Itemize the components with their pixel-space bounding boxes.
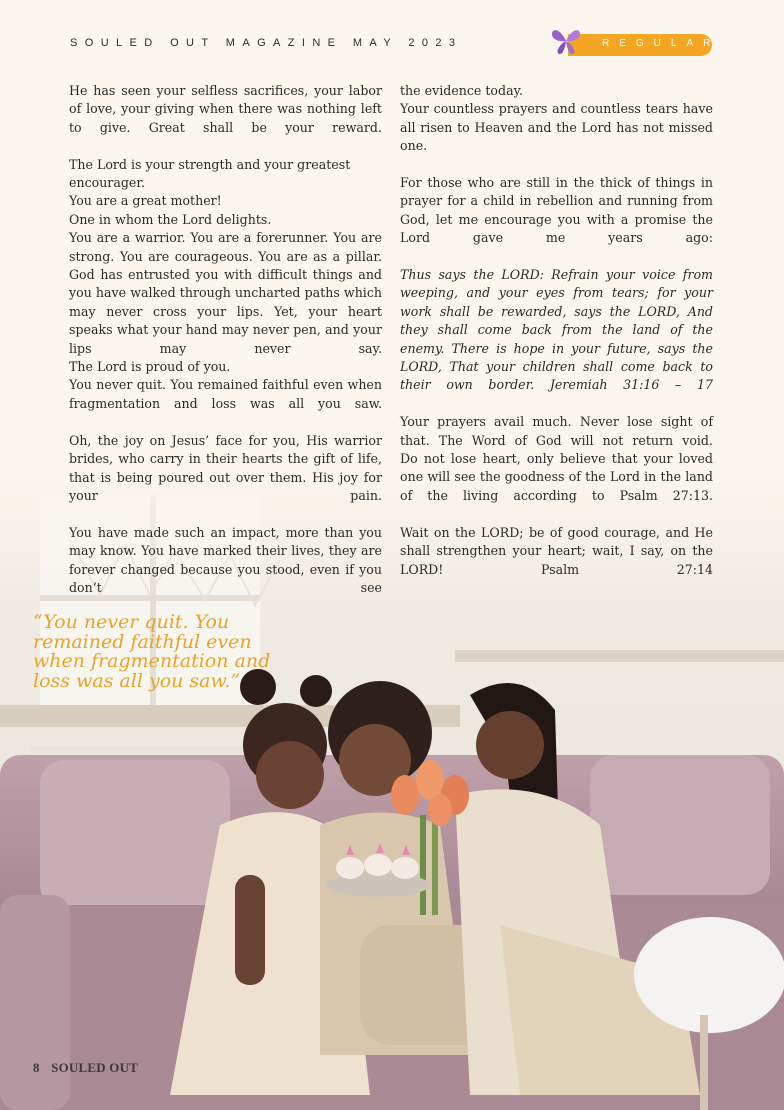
paragraph: He has seen your selfless sacrifices, your labor of love, your giving when there was nothing left to give. Great shall be your reward. [69,83,382,135]
paragraph: One in whom the Lord delights. [69,211,272,227]
page-footer [33,1060,146,1076]
publication-name: SOULED OUT [51,1060,139,1075]
right-column [400,82,713,579]
paragraph: You are a great mother! [69,193,222,209]
paragraph: Wait on the LORD; be of good courage, and He shall strengthen your heart; wait, I say, on the LORD! Psalm 27:14 [400,524,713,577]
section-badge [568,34,721,56]
paragraph: For those who are still in the thick of things in prayer for a child in rebellion and running from God, let me encourage you with a promise the Lord gave me years ago: [400,175,713,246]
paragraph: Oh, the joy on Jesus’ face for you, His warrior brides, who carry in their hearts the gift of life, that is being poured out over them. His joy for your pain. [69,432,382,503]
paragraph: Your prayers avail much. Never lose sight of that. The Word of God will not return void. [400,414,713,448]
section-label: REGULAR [602,38,721,49]
paragraph: You are a warrior. You are a forerunner. You are strong. You are courageous. You are as a pillar. God has entrusted you with difficult things and you have walked through uncharted paths which may never cross your lips. Yet, your heart speaks what your hand may never pen, and your lips may never say. [69,230,382,356]
paragraph: You have made such an impact, more than you may know. You have marked their lives, they are forever changed because you stood, even if you don’t see [69,524,382,595]
page-number: 8 [33,1060,40,1075]
magazine-header: SOULED OUT MAGAZINE MAY 2023 [70,37,463,49]
butterfly-icon [550,26,582,56]
left-column [69,82,382,597]
paragraph: You never quit. You remained faithful even when fragmentation and loss was all you saw. [69,377,382,411]
paragraph: Do not lose heart, only believe that your loved one will see the goodness of the Lord in the land of the living according to Psalm 27:13. [400,451,713,503]
paragraph: the evidence today. [400,83,524,98]
paragraph: The Lord is your strength and your greatest encourager. [69,156,351,191]
pull-quote: “You never quit. You remained faithful even when fragmentation and loss was all you saw.” [33,611,271,692]
paragraph: The Lord is proud of you. [69,359,231,375]
scripture-quote: Thus says the LORD: Refrain your voice from weeping, and your eyes from tears; for your work shall be rewarded, says the LORD, And they shall come back from the land of the enemy. There is hope in your future, says the LORD, That your children shall come back to their own border. Jeremiah 31:16 – 17 [400,267,713,393]
paragraph: Your countless prayers and countless tears have all risen to Heaven and the Lord has not missed one. [400,101,713,154]
